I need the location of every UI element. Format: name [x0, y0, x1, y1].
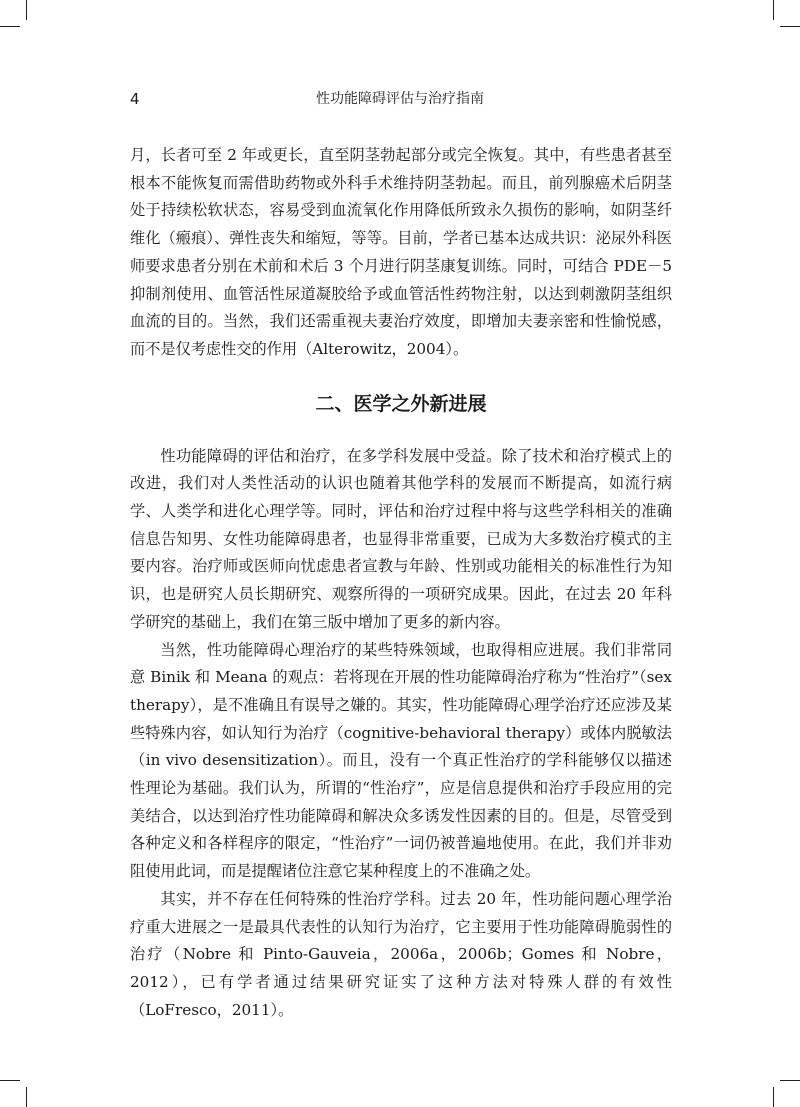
body-paragraph: 当然，性功能障碍心理治疗的某些特殊领域，也取得相应进展。我们非常同意 Binik 和 Meana 的观点：若将现在开展的性功能障碍治疗称为“性治疗”（sex therapy），是不准确且有误导之嫌的。其实，性功能障碍心理学治疗还应涉及某些特殊内容，如认知行为治疗（cognitive-behavioral therapy）或体内脱敏法（in vivo desensitization）。而且，没有一个真正性治疗的学科能够仅以描述性理论为基础。我们认为，所谓的“性治疗”，应是信息提供和治疗手段应用的完美结合，以达到治疗性功能障碍和解决众多诱发性因素的目的。但是，尽管受到各种定义和各样程序的限定，“性治疗”一词仍被普遍地使用。在此，我们并非劝阻使用此词，而是提醒诸位注意它某种程度上的不准确之处。 — [130, 640, 672, 881]
crop-mark-bottom-right — [773, 1087, 774, 1107]
crop-mark-top-left — [0, 26, 20, 27]
section-heading: 二、医学之外新进展 — [315, 392, 487, 415]
crop-mark-top-left — [26, 0, 27, 20]
crop-mark-bottom-right — [780, 1080, 800, 1081]
crop-mark-bottom-left — [0, 1080, 20, 1081]
crop-mark-top-right — [780, 26, 800, 27]
body-paragraph: 其实，并不存在任何特殊的性治疗学科。过去 20 年，性功能问题心理学治疗重大进展之一是最具代表性的认知行为治疗，它主要用于性功能障碍脆弱性的治疗（Nobre 和 Pinto-Gauveia，2006a，2006b；Gomes 和 Nobre，2012），已有学者通过结果研究证实了这种方法对特殊人群的有效性（LoFresco，2011）。 — [130, 889, 672, 1019]
page-body — [130, 142, 672, 1024]
page-number: 4 — [130, 90, 140, 108]
page-header — [130, 88, 670, 112]
continuation-paragraph: 月，长者可至 2 年或更长，直至阴茎勃起部分或完全恢复。其中，有些患者甚至根本不能恢复而需借助药物或外科手术维持阴茎勃起。而且，前列腺癌术后阴茎处于持续松软状态，容易受到血流氧化作用降低所致永久损伤的影响，如阴茎纤维化（瘢痕）、弹性丧失和缩短，等等。目前，学者已基本达成共识：泌尿外科医师要求患者分别在术前和术后 3 个月进行阴茎康复训练。同时，可结合 PDE－5 抑制剂使用、血管活性尿道凝胶给予或血管活性药物注射，以达到刺激阴茎组织血流的目的。当然，我们还需重视夫妻治疗效度，即增加夫妻亲密和性愉悦感，而不是仅考虑性交的作用（Alterowitz，2004）。 — [130, 146, 672, 358]
body-paragraph: 性功能障碍的评估和治疗，在多学科发展中受益。除了技术和治疗模式上的改进，我们对人类性活动的认识也随着其他学科的发展而不断提高，如流行病学、人类学和进化心理学等。同时，评估和治疗过程中将与这些学科相关的准确信息告知男、女性功能障碍患者，也显得非常重要，已成为大多数治疗模式的主要内容。治疗师或医师向忧虑患者宣教与年龄、性别或功能相关的标准性行为知识，也是研究人员长期研究、观察所得的一项研究成果。因此，在过去 20 年科学研究的基础上，我们在第三版中增加了更多的新内容。 — [130, 446, 672, 631]
running-title: 性功能障碍评估与治疗指南 — [316, 91, 484, 107]
crop-mark-top-right — [773, 0, 774, 20]
crop-mark-bottom-left — [26, 1087, 27, 1107]
